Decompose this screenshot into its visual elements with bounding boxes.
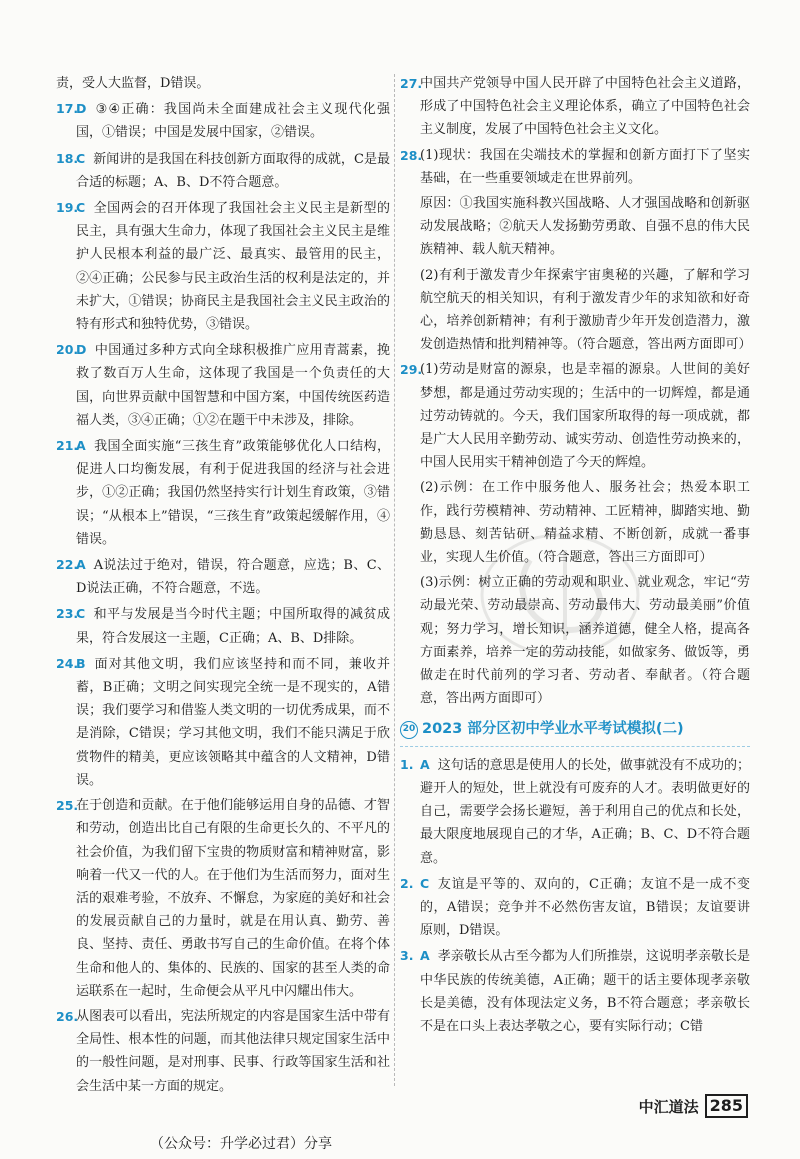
answer-text-block xyxy=(76,1005,390,1098)
left-column xyxy=(56,72,390,1100)
answer-explanation: (1)劳动是财富的源泉，也是幸福的源泉。人世间的美好梦想，都是通过劳动实现的；生活中的一切辉煌，都是通过劳动铸就的。今天，我们国家所取得的每一项成就，都是广大人民用辛勤劳动、诚实劳动、创造性劳动换来的，中国人民用实干精神创造了今天的辉煌。 xyxy=(420,362,750,471)
answer-choice: A xyxy=(76,557,86,573)
answer-item xyxy=(56,196,390,336)
question-number: 23. xyxy=(56,606,79,622)
answer-item xyxy=(400,72,750,142)
page-number: 285 xyxy=(705,1094,748,1118)
answer-explanation: (2)示例：在工作中服务他人、服务社会；热爱本职工作，践行劳模精神、劳动精神、工匠精神，脚踏实地、勤勤恳恳、刻苦钻研、精益求精、不断创新，成就一番事业，实现人生价值。（符合题意，答出三方面即可） xyxy=(420,480,750,566)
answer-item xyxy=(400,192,750,262)
answer-item xyxy=(56,72,390,95)
question-number: 18. xyxy=(56,150,79,166)
answer-item xyxy=(56,434,390,551)
answer-choice: C xyxy=(420,875,430,891)
answer-text-block xyxy=(420,72,750,142)
answer-text-block xyxy=(76,553,390,600)
answer-explanation: 在于创造和贡献。在于他们能够运用自身的品德、才智和劳动，创造出比自己有限的生命更长久的、不平凡的社会价值，为我们留下宝贵的物质财富和精神财富，影响着一代又一代的人。在于他们为生活而努力，面对生活的艰难考验，不放弃、不懈怠，为家庭的美好和社会的发展贡献自己的力量时，就是在用认真、勤劳、善良、坚持、责任、勇敢书写自己的生命价值。在将个体生命和他人的、集体的、民族的、国家的甚至人类的命运联系在一起时，生命便会从平凡中闪耀出伟大。 xyxy=(76,798,390,999)
answer-item xyxy=(56,652,390,792)
question-number: 22. xyxy=(56,557,79,573)
answer-text-block xyxy=(76,652,390,792)
answer-item xyxy=(56,338,390,432)
column-divider xyxy=(394,74,395,1086)
answer-explanation: 中国通过多种方式向全球积极推广应用青蒿素，挽救了数百万人生命，这体现了我国是一个负责任的大国，向世界贡献中国智慧和中国方案，中国传统医药造福人类，③④正确；①②在题干中未涉及，排除。 xyxy=(76,343,390,428)
answer-item xyxy=(56,553,390,600)
answer-explanation: 责，受人大监督，D错误。 xyxy=(56,76,210,91)
answer-explanation: A说法过于绝对，错误，符合题意，应选；B、C、D说法正确，不符合题意，不选。 xyxy=(76,558,390,597)
right-column xyxy=(400,72,750,1040)
answer-explanation: 这句话的意思是使用人的长处，做事就没有不成功的；避开人的短处，世上就没有可废弃的人才。表明做更好的自己，需要学会扬长避短，善于利用自己的优点和长处，最大限度地展现自己的才华，A正确；B、C、D不符合题意。 xyxy=(420,757,750,866)
answer-item xyxy=(400,264,750,357)
answer-choice: D xyxy=(76,101,87,117)
answer-text-block xyxy=(56,72,390,95)
question-number: 17. xyxy=(56,101,79,117)
question-number: 27. xyxy=(400,76,423,91)
answer-text-block xyxy=(420,872,750,943)
question-number: 19. xyxy=(56,200,79,216)
answer-item xyxy=(56,794,390,1003)
answer-explanation: 和平与发展是当今时代主题；中国所取得的减贫成果，符合发展这一主题，C正确；A、B、D排除。 xyxy=(76,607,390,646)
answer-text-block xyxy=(76,434,390,551)
share-note: （公众号：升学必过君）分享 xyxy=(150,1136,332,1152)
answer-explanation: 新闻讲的是我国在科技创新方面取得的成就，C是最合适的标题；A、B、D不符合题意。 xyxy=(76,151,390,190)
section-heading xyxy=(400,718,750,746)
question-number: 2. xyxy=(400,875,414,891)
answer-choice: C xyxy=(76,606,86,622)
answer-choice: A xyxy=(76,438,86,454)
answer-choice: B xyxy=(76,655,86,671)
question-number: 20. xyxy=(56,342,79,358)
answer-text-block xyxy=(420,144,750,190)
question-number: 29. xyxy=(400,362,423,378)
answer-explanation: 原因：①我国实施科教兴国战略、人才强国战略和创新驱动发展战略；②航天人发扬勤劳勇敢、自强不息的伟大民族精神、载人航天精神。 xyxy=(420,196,750,258)
answer-choice: C xyxy=(76,150,86,166)
answer-item xyxy=(56,147,390,194)
answer-explanation: 中国共产党领导中国人民开辟了中国特色社会主义道路，形成了中国特色社会主义理论体系，确立了中国特色社会主义制度，发展了中国特色社会主义文化。 xyxy=(420,76,750,138)
answer-choice: A xyxy=(420,756,430,772)
brand-name: 中汇道法 xyxy=(638,1097,699,1116)
answer-item xyxy=(400,872,750,943)
answer-item xyxy=(400,476,750,569)
answer-explanation: (1)现状：我国在尖端技术的掌握和创新方面打下了坚实基础，在一些重要领域走在世界前列。 xyxy=(420,147,750,186)
question-number: 21. xyxy=(56,438,79,454)
section-number-badge: 20 xyxy=(400,721,418,739)
answer-text-block xyxy=(76,338,390,432)
question-number: 28. xyxy=(400,147,423,163)
question-number: 24. xyxy=(56,655,79,671)
answer-explanation: ③④正确：我国尚未全面建成社会主义现代化强国，①错误；中国是发展中国家，②错误。 xyxy=(76,102,390,141)
answer-explanation: 全国两会的召开体现了我国社会主义民主是新型的民主，具有强大生命力，体现了我国社会主义民主是维护人民根本利益的最广泛、最真实、最管用的民主，②④正确；公民参与民主政治生活的权利是法定的，并未扩大，①错误；协商民主是我国社会主义民主政治的特有形式和独特优势，③错误。 xyxy=(76,201,390,333)
answer-text-block xyxy=(420,476,750,569)
question-number: 26. xyxy=(56,1008,79,1024)
question-number: 25. xyxy=(56,798,79,814)
answer-explanation: (2)有利于激发青少年探索宇宙奥秘的兴趣，了解和学习航空航天的相关知识，有利于激发青少年的求知欲和好奇心，培养创新精神；有利于激励青少年开发创造潜力，激发创造热情和批判精神等。（符合题意，答出两方面即可） xyxy=(420,267,752,353)
answer-explanation: (3)示例：树立正确的劳动观和职业、就业观念，牢记“劳动最光荣、劳动最崇高、劳动最伟大、劳动最美丽”价值观；努力学习，增长知识，涵养道德，健全人格，提高各方面素养，培养一定的劳动技能，如做家务、做饭等，勇做走在时代前列的学习者、劳动者、奉献者。（符合题意，答出两方面即可） xyxy=(420,575,750,707)
answer-text-block xyxy=(420,358,750,474)
answer-item xyxy=(400,944,750,1038)
answer-choice: D xyxy=(76,342,87,358)
section-title-text: 2023 部分区初中学业水平考试模拟(二) xyxy=(422,721,684,738)
answer-text-block xyxy=(420,944,750,1038)
answer-explanation: 友谊是平等的、双向的，C正确；友谊不是一成不变的，A错误；竞争并不必然伤害友谊，B错误；友谊要讲原则，D错误。 xyxy=(420,876,750,939)
answer-text-block xyxy=(420,753,750,870)
answer-item xyxy=(400,753,750,870)
footer-brand xyxy=(639,1094,748,1118)
answer-explanation: 孝亲敬长从古至今都为人们所推崇，这说明孝亲敬长是中华民族的传统美德，A正确；题干的话主要体现孝亲敬长是美德，没有体现法定义务，B不符合题意；孝亲敬长不是在口头上表达孝敬之心，要有实际行动；C错 xyxy=(420,949,750,1034)
answer-choice: A xyxy=(420,948,430,964)
answer-item xyxy=(400,144,750,190)
answer-text-block xyxy=(76,794,390,1003)
answer-item xyxy=(400,358,750,474)
answer-text-block xyxy=(420,264,750,357)
answer-text-block xyxy=(420,192,750,262)
answer-explanation: 我国全面实施“三孩生育”政策能够优化人口结构，促进人口均衡发展，有利于促进我国的经济与社会进步，①②正确；我国仍然坚持实行计划生育政策，③错误；“从根本上”错误，“三孩生育”政策起缓解作用，④错误。 xyxy=(76,439,390,547)
answer-choice: C xyxy=(76,200,86,216)
answer-text-block xyxy=(76,97,390,144)
answer-item xyxy=(56,1005,390,1098)
answer-item xyxy=(56,97,390,144)
question-number: 3. xyxy=(400,948,414,964)
answer-text-block xyxy=(76,147,390,194)
answer-item xyxy=(56,602,390,649)
answer-item xyxy=(400,571,750,710)
question-number: 1. xyxy=(400,756,414,772)
answer-explanation: 从图表可以看出，宪法所规定的内容是国家生活中带有全局性、根本性的问题，而其他法律只规定国家生活中的一般性问题，是对刑事、民事、行政等国家生活和社会生活中某一方面的规定。 xyxy=(76,1008,390,1094)
answer-text-block xyxy=(420,571,750,710)
answer-text-block xyxy=(76,196,390,336)
answer-explanation: 面对其他文明，我们应该坚持和而不同，兼收并蓄，B正确；文明之间实现完全统一是不现实的，A错误；我们要学习和借鉴人类文明的一切优秀成果，而不是消除，C错误；学习其他文明，我们不能只满足于欣赏物件的精美，更应该领略其中蕴含的人文精神，D错误。 xyxy=(76,656,390,788)
answer-text-block xyxy=(76,602,390,649)
